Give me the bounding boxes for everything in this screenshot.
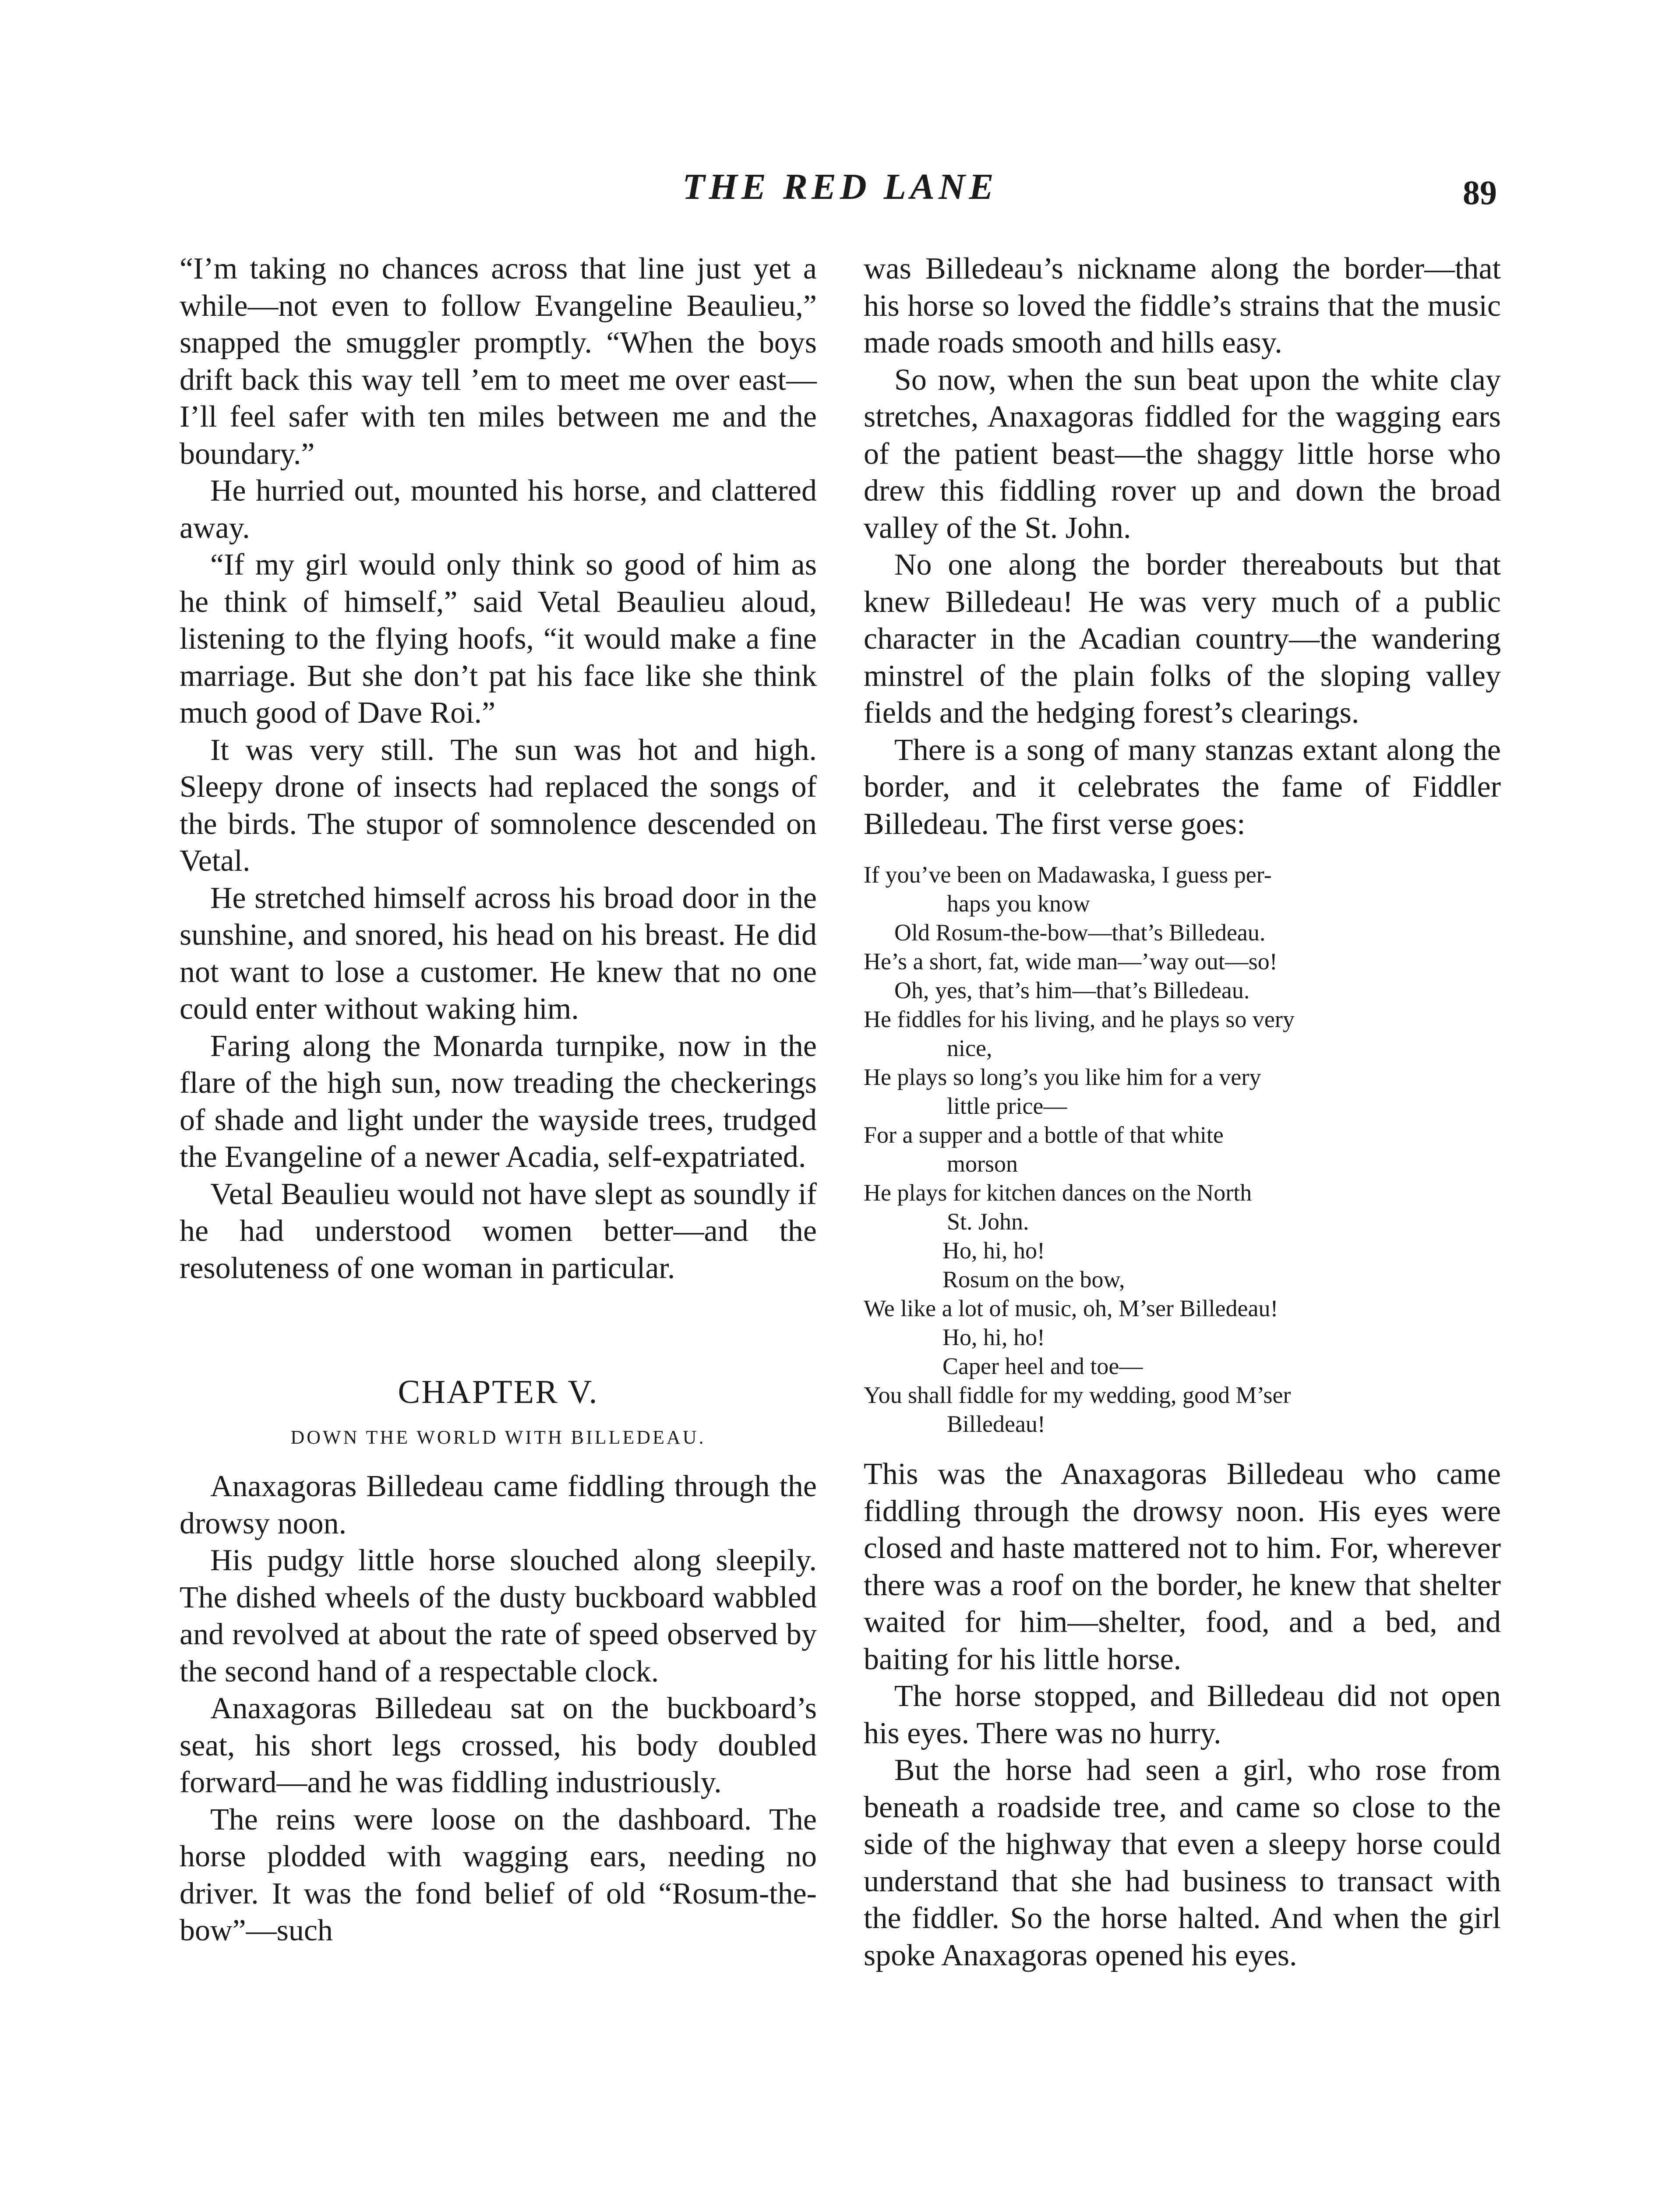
song-line: Old Rosum-the-bow—that’s Billedeau. (894, 919, 1266, 946)
song-line: For a supper and a bottle of that white (864, 1122, 1224, 1148)
song-line: You shall fiddle for my wedding, good M’ser (864, 1382, 1291, 1408)
paragraph: There is a song of many stanzas extant along the border, and it celebrates the fame of Fiddler Billedeau. The first verse goes: (864, 733, 1501, 841)
paragraph: No one along the border thereabouts but that knew Billedeau! He was very much of a public character in the Acadian country—the wandering minstrel of the plain folks of the sloping valley fields and the hedging forest’s clearings. (864, 548, 1501, 730)
running-head (0, 163, 1680, 220)
song-line: Oh, yes, that’s him—that’s Billedeau. (894, 977, 1250, 1003)
paragraph: The horse stopped, and Billedeau did not open his eyes. There was no hurry. (864, 1679, 1501, 1750)
song-line: Ho, hi, ho! (942, 1237, 1045, 1264)
song-line: haps you know (947, 890, 1090, 917)
left-column (180, 251, 817, 1950)
song-line: Ho, hi, ho! (942, 1324, 1045, 1350)
song-line: little price— (947, 1093, 1067, 1119)
paragraph: He stretched himself across his broad door in the sunshine, and snored, his head on his breast. He did not want to lose a customer. He knew that no one could enter without waking him. (180, 881, 817, 1026)
chapter-subtitle: DOWN THE WORLD WITH BILLEDEAU. (290, 1427, 706, 1448)
paragraph: was Billedeau’s nickname along the border—that his horse so loved the fiddle’s strains that the music made roads smooth and hills easy. (864, 252, 1501, 360)
paragraph: “I’m taking no chances across that line just yet a while—not even to follow Evangeline Beaulieu,” snapped the smuggler promptly. “When the boys drift back this way tell ’em to meet me over east—I’ll feel safer with ten miles between me and the boundary.” (180, 252, 817, 471)
page-number: 89 (1463, 173, 1497, 212)
running-title: THE RED LANE (682, 166, 998, 207)
paragraph: Anaxagoras Billedeau sat on the buckboard’s seat, his short legs crossed, his body doubled forward—and he was fiddling industriously. (180, 1692, 817, 1799)
song-line: morson (947, 1151, 1018, 1177)
paragraph: The reins were loose on the dashboard. The horse plodded with wagging ears, needing no driver. It was the fond belief of old “Rosum-the-bow”—such (180, 1802, 817, 1947)
song-line: If you’ve been on Madawaska, I guess per- (864, 862, 1272, 888)
song-line: He plays for kitchen dances on the North (864, 1180, 1252, 1206)
chapter-spacer (180, 1287, 817, 1370)
song-verse (864, 860, 1501, 1438)
song-line: St. John. (947, 1208, 1029, 1235)
paragraph: It was very still. The sun was hot and high. Sleepy drone of insects had replaced the songs of the birds. The stupor of somnolence descended on Vetal. (180, 733, 817, 878)
paragraph: But the horse had seen a girl, who rose from beneath a roadside tree, and came so close to the side of the highway that even a sleepy horse could understand that she had business to transact with the fiddler. So the horse halted. And when the girl spoke Anaxagoras opened his eyes. (864, 1753, 1501, 1972)
song-line: nice, (947, 1035, 992, 1061)
song-line: Rosum on the bow, (942, 1266, 1125, 1293)
song-line: He plays so long’s you like him for a very (864, 1064, 1261, 1090)
paragraph: So now, when the sun beat upon the white clay stretches, Anaxagoras fiddled for the wagging ears of the patient beast—the shaggy little horse who drew this fiddling rover up and down the broad valley of the St. John. (864, 363, 1501, 545)
chapter-title: CHAPTER V. (398, 1374, 599, 1410)
paragraph: Vetal Beaulieu would not have slept as soundly if he had understood women better—and the resoluteness of one woman in particular. (180, 1177, 817, 1285)
song-line: He fiddles for his living, and he plays so very (864, 1006, 1295, 1032)
song-line: He’s a short, fat, wide man—’way out—so! (864, 948, 1278, 975)
paragraph: “If my girl would only think so good of him as he think of himself,” said Vetal Beaulieu aloud, listening to the flying hoofs, “it would make a fine marriage. But she don’t pat his face like she think much good of Dave Roi.” (180, 548, 817, 730)
paragraph: His pudgy little horse slouched along sleepily. The dished wheels of the dusty buckboard wabbled and revolved at about the rate of speed observed by the second hand of a respectable clock. (180, 1544, 817, 1688)
song-line: Billedeau! (947, 1411, 1045, 1437)
song-line: Caper heel and toe— (942, 1353, 1143, 1379)
song-line: We like a lot of music, oh, M’ser Billedeau! (864, 1295, 1278, 1321)
paragraph: This was the Anaxagoras Billedeau who came fiddling through the drowsy noon. His eyes were closed and haste mattered not to him. For, wherever there was a roof on the border, he knew that shelter waited for him—shelter, food, and a bed, and baiting for his little horse. (864, 1457, 1501, 1676)
right-column (864, 251, 1501, 1974)
paragraph: Anaxagoras Billedeau came fiddling through the drowsy noon. (180, 1469, 817, 1540)
paragraph: Faring along the Monarda turnpike, now in the flare of the high sun, now treading the checkerings of shade and light under the wayside trees, trudged the Evangeline of a newer Acadia, self-expatriated. (180, 1029, 817, 1174)
paragraph: He hurried out, mounted his horse, and clattered away. (180, 474, 817, 545)
